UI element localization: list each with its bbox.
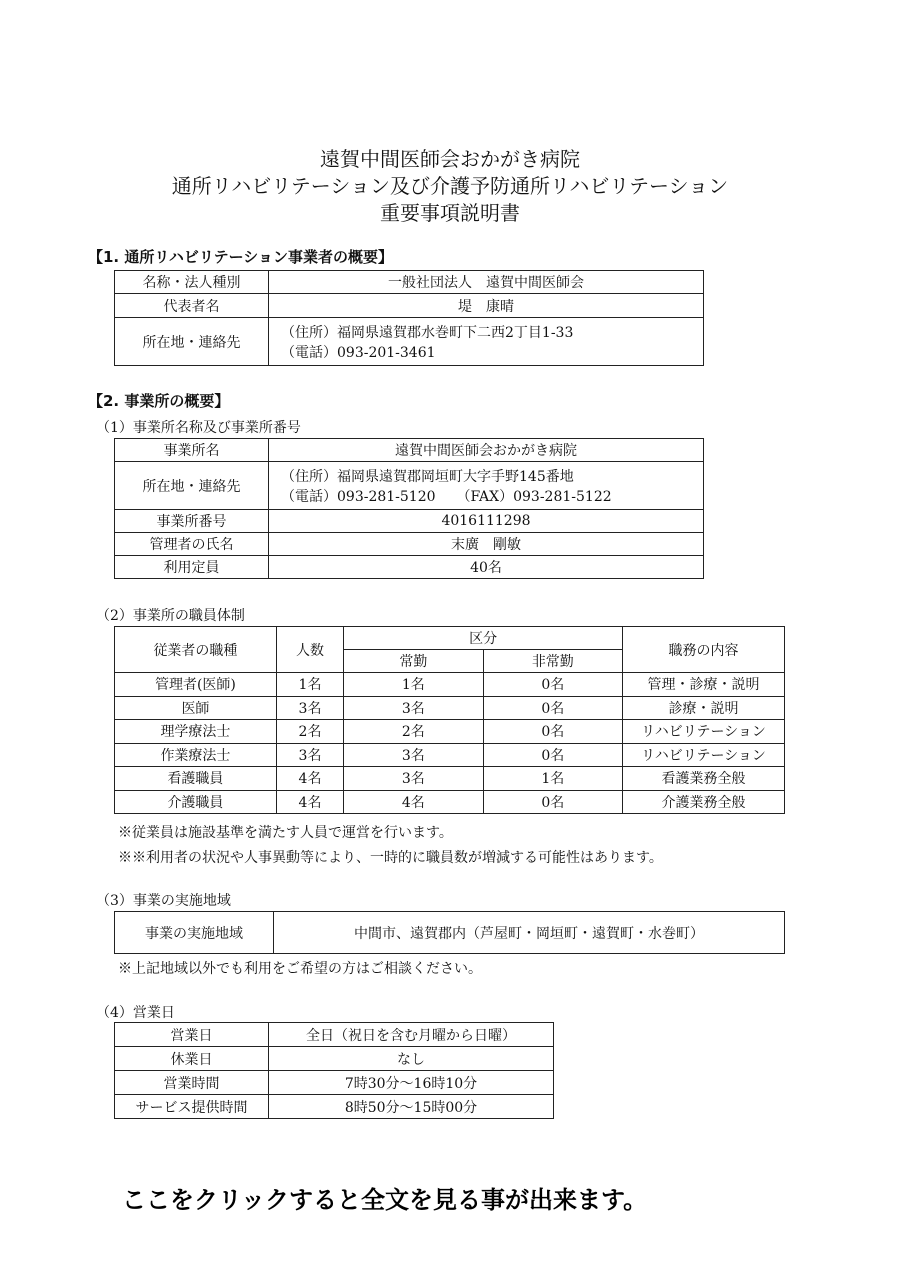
parttime-cell: 1名 xyxy=(483,767,622,791)
staff-note-2: ※※利用者の状況や人事異動等により、一時的に職員数が増減する可能性はあります。 xyxy=(118,850,663,866)
job-cell: 理学療法士 xyxy=(115,720,277,744)
value-cell: 末廣 剛敏 xyxy=(269,533,704,556)
label-cell: 休業日 xyxy=(115,1047,269,1071)
table-row xyxy=(115,1023,554,1047)
operator-table xyxy=(114,270,704,366)
fulltime-cell: 3名 xyxy=(344,743,483,767)
label-cell: 営業日 xyxy=(115,1023,269,1047)
table-row xyxy=(115,743,785,767)
duties-cell: 診療・説明 xyxy=(623,696,785,720)
table-row xyxy=(115,1047,554,1071)
duties-cell: 管理・診療・説明 xyxy=(623,673,785,697)
header-parttime: 非常勤 xyxy=(483,650,622,673)
table-row xyxy=(115,1071,554,1095)
duties-cell: リハビリテーション xyxy=(623,720,785,744)
value-cell: 堤 康晴 xyxy=(269,294,704,318)
label-cell: 所在地・連絡先 xyxy=(115,462,269,510)
table-row xyxy=(115,720,785,744)
table-row xyxy=(115,767,785,791)
job-cell: 介護職員 xyxy=(115,790,277,814)
count-cell: 4名 xyxy=(276,767,343,791)
count-cell: 3名 xyxy=(276,696,343,720)
label-cell: サービス提供時間 xyxy=(115,1095,269,1119)
value-cell xyxy=(269,462,704,510)
header-fulltime: 常勤 xyxy=(344,650,483,673)
subsection2-title: （2）事業所の職員体制 xyxy=(96,608,245,624)
job-cell: 医師 xyxy=(115,696,277,720)
address-line: （住所）福岡県遠賀郡岡垣町大字手野145番地 xyxy=(281,468,574,485)
parttime-cell: 0名 xyxy=(483,790,622,814)
label-cell: 事業の実施地域 xyxy=(115,912,274,954)
section2-heading: 【2. 事業所の概要】 xyxy=(88,392,230,410)
count-cell: 2名 xyxy=(276,720,343,744)
subsection4-title: （4）営業日 xyxy=(96,1005,175,1021)
value-cell: 遠賀中間医師会おかがき病院 xyxy=(269,439,704,462)
fulltime-cell: 1名 xyxy=(344,673,483,697)
value-cell: 中間市、遠賀郡内（芦屋町・岡垣町・遠賀町・水巻町） xyxy=(274,912,785,954)
table-row xyxy=(115,673,785,697)
staff-table xyxy=(114,626,785,814)
document-title-line1: 遠賀中間医師会おかがき病院 xyxy=(320,147,580,171)
table-row xyxy=(115,510,704,533)
table-row xyxy=(115,462,704,510)
table-row xyxy=(115,271,704,294)
table-row xyxy=(115,439,704,462)
header-job: 従業者の職種 xyxy=(115,627,277,673)
staff-note-1: ※従業員は施設基準を満たす人員で運営を行います。 xyxy=(118,825,453,841)
header-category: 区分 xyxy=(344,627,623,650)
document-title-line3: 重要事項説明書 xyxy=(380,201,520,225)
table-row xyxy=(115,1095,554,1119)
service-area-note: ※上記地域以外でも利用をご希望の方はご相談ください。 xyxy=(118,961,482,977)
parttime-cell: 0名 xyxy=(483,696,622,720)
count-cell: 1名 xyxy=(276,673,343,697)
value-cell: 8時50分～15時00分 xyxy=(269,1095,554,1119)
address-line: （住所）福岡県遠賀郡水巻町下二西2丁目1-33 xyxy=(281,324,574,341)
subsection3-title: （3）事業の実施地域 xyxy=(96,893,231,909)
label-cell: 営業時間 xyxy=(115,1071,269,1095)
label-cell: 所在地・連絡先 xyxy=(115,318,269,366)
table-row xyxy=(115,556,704,579)
label-cell: 管理者の氏名 xyxy=(115,533,269,556)
duties-cell: 看護業務全般 xyxy=(623,767,785,791)
header-duties: 職務の内容 xyxy=(623,627,785,673)
fulltime-cell: 4名 xyxy=(344,790,483,814)
job-cell: 管理者(医師) xyxy=(115,673,277,697)
count-cell: 3名 xyxy=(276,743,343,767)
value-cell: 一般社団法人 遠賀中間医師会 xyxy=(269,271,704,294)
header-count: 人数 xyxy=(276,627,343,673)
value-cell: 4016111298 xyxy=(269,510,704,533)
value-cell: 全日（祝日を含む月曜から日曜） xyxy=(269,1023,554,1047)
section1-heading: 【1. 通所リハビリテーション事業者の概要】 xyxy=(88,248,394,266)
phone-fax-line: （電話）093-281-5120 （FAX）093-281-5122 xyxy=(281,488,612,505)
fulltime-cell: 2名 xyxy=(344,720,483,744)
value-cell: 40名 xyxy=(269,556,704,579)
value-cell xyxy=(269,318,704,366)
view-full-text-link[interactable]: ここをクリックすると全文を見る事が出来ます。 xyxy=(122,1186,648,1214)
label-cell: 代表者名 xyxy=(115,294,269,318)
table-row xyxy=(115,318,704,366)
value-cell: 7時30分～16時10分 xyxy=(269,1071,554,1095)
job-cell: 作業療法士 xyxy=(115,743,277,767)
parttime-cell: 0名 xyxy=(483,743,622,767)
business-days-table xyxy=(114,1022,554,1119)
value-cell: なし xyxy=(269,1047,554,1071)
table-row xyxy=(115,912,785,954)
fulltime-cell: 3名 xyxy=(344,767,483,791)
subsection1-title: （1）事業所名称及び事業所番号 xyxy=(96,420,301,436)
parttime-cell: 0名 xyxy=(483,673,622,697)
count-cell: 4名 xyxy=(276,790,343,814)
service-area-table xyxy=(114,911,785,954)
job-cell: 看護職員 xyxy=(115,767,277,791)
table-header-row xyxy=(115,627,785,650)
label-cell: 事業所番号 xyxy=(115,510,269,533)
table-row xyxy=(115,696,785,720)
office-table xyxy=(114,438,704,579)
document-title-line2: 通所リハビリテーション及び介護予防通所リハビリテーション xyxy=(171,174,729,198)
fulltime-cell: 3名 xyxy=(344,696,483,720)
duties-cell: リハビリテーション xyxy=(623,743,785,767)
label-cell: 名称・法人種別 xyxy=(115,271,269,294)
duties-cell: 介護業務全般 xyxy=(623,790,785,814)
table-row xyxy=(115,533,704,556)
label-cell: 利用定員 xyxy=(115,556,269,579)
table-row xyxy=(115,294,704,318)
table-row xyxy=(115,790,785,814)
phone-line: （電話）093-201-3461 xyxy=(281,344,436,361)
parttime-cell: 0名 xyxy=(483,720,622,744)
label-cell: 事業所名 xyxy=(115,439,269,462)
